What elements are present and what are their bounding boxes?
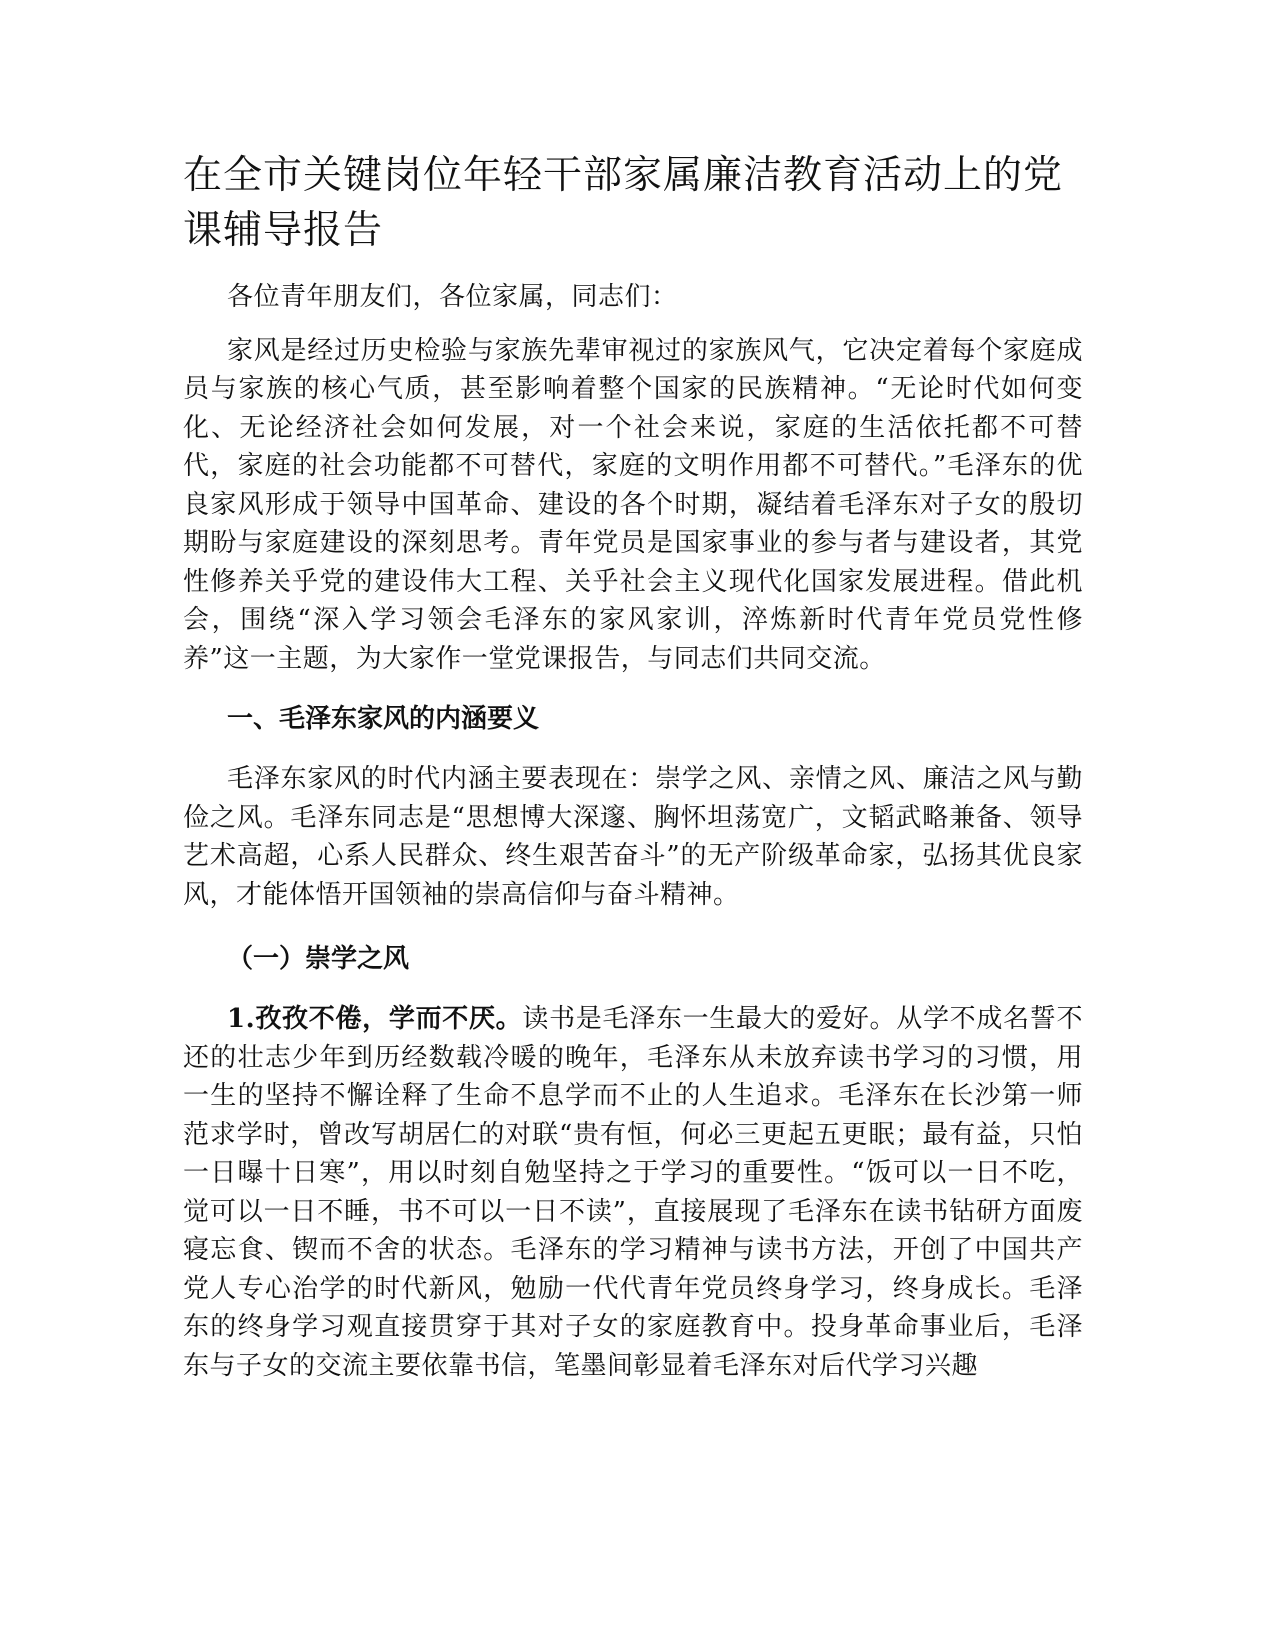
subsection-heading-1: （一）崇学之风 [227, 944, 410, 974]
document-page [183, 148, 1083, 1400]
point-1-lead: 1.孜孜不倦，学而不厌。 [227, 1004, 523, 1034]
point-1-body: 读书是毛泽东一生最大的爱好。从学不成名誓不还的壮志少年到历经数载冷暖的晚年，毛泽东从未放弃读书学习的习惯，用一生的坚持不懈诠释了生命不息学而不止的人生追求。毛泽东在长沙第一师范求学时，曾改写胡居仁的对联“贵有恒，何必三更起五更眠；最有益，只怕一日曝十日寒”，用以时刻自勉坚持之于学习的重要性。“饭可以一日不吃，觉可以一日不睡，书不可以一日不读”，直接展现了毛泽东在读书钻研方面废寝忘食、锲而不舍的状态。毛泽东的学习精神与读书方法，开创了中国共产党人专心治学的时代新风，勉励一代代青年党员终身学习，终身成长。毛泽东的终身学习观直接贯穿于其对子女的家庭教育中。投身革命事业后，毛泽东与子女的交流主要依靠书信，笔墨间彰显着毛泽东对后代学习兴趣 [183, 1004, 1083, 1381]
document-title: 在全市关键岗位年轻干部家属廉洁教育活动上的党课辅导报告 [183, 153, 1064, 253]
section-1-paragraph: 毛泽东家风的时代内涵主要表现在：崇学之风、亲情之风、廉洁之风与勤俭之风。毛泽东同志是“思想博大深邃、胸怀坦荡宽广，文韬武略兼备、领导艺术高超，心系人民群众、终生艰苦奋斗”的无产阶级革命家，弘扬其优良家风，才能体悟开国领袖的崇高信仰与奋斗精神。 [183, 764, 1083, 910]
section-heading-1: 一、毛泽东家风的内涵要义 [227, 704, 540, 734]
greeting-paragraph: 各位青年朋友们，各位家属，同志们： [227, 282, 678, 312]
point-1-paragraph [183, 1000, 1083, 1385]
intro-paragraph: 家风是经过历史检验与家族先辈审视过的家族风气，它决定着每个家庭成员与家族的核心气质，甚至影响着整个国家的民族精神。“无论时代如何变化、无论经济社会如何发展，对一个社会来说，家庭的生活依托都不可替代，家庭的社会功能都不可替代，家庭的文明作用都不可替代。”毛泽东的优良家风形成于领导中国革命、建设的各个时期，凝结着毛泽东对子女的殷切期盼与家庭建设的深刻思考。青年党员是国家事业的参与者与建设者，其党性修养关乎党的建设伟大工程、关乎社会主义现代化国家发展进程。借此机会，围绕“深入学习领会毛泽东的家风家训，淬炼新时代青年党员党性修养”这一主题，为大家作一堂党课报告，与同志们共同交流。 [183, 335, 1083, 674]
